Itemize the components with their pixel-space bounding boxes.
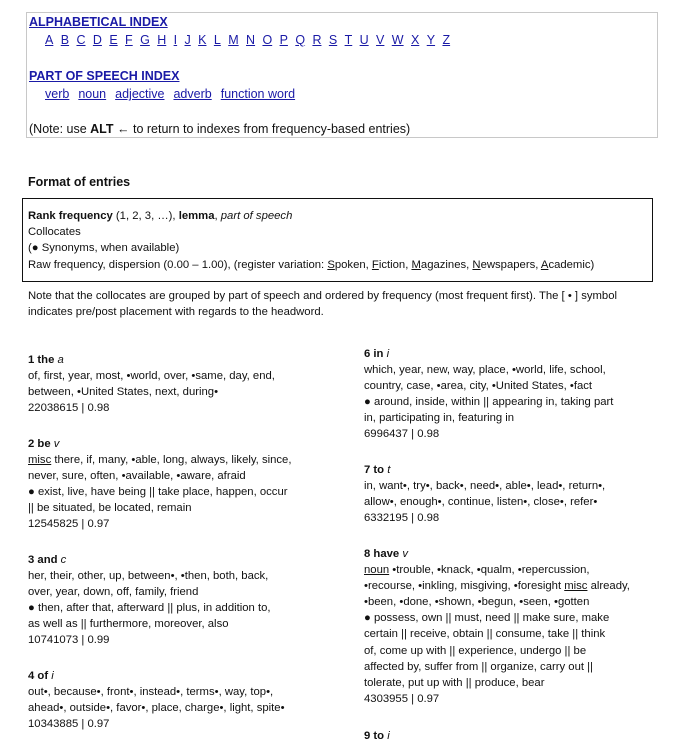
entry-line: country, case, •area, city, •United States, •fact (364, 380, 593, 393)
pos-link-noun[interactable]: noun (78, 87, 107, 101)
entry-headword: 7 to t (364, 464, 391, 476)
entry-headword: 3 and c (28, 554, 67, 566)
letter-link-e[interactable]: E (109, 33, 118, 47)
letter-link-x[interactable]: X (410, 33, 420, 47)
entry-1 (28, 352, 328, 416)
letter-link-k[interactable]: K (198, 33, 207, 47)
entry-line: ● then, after that, afterward || plus, in addition to, (28, 602, 271, 615)
register-newspapers: Newspapers (472, 258, 536, 271)
letter-links (45, 33, 457, 47)
entry-headword: 1 the a (28, 354, 64, 366)
format-line-2: Collocates (28, 226, 81, 239)
letter-link-c[interactable]: C (76, 33, 86, 47)
letter-link-w[interactable]: W (391, 33, 404, 47)
entry-headword: 9 to i (364, 730, 390, 742)
entry-stats: 10741073 | 0.99 (28, 634, 110, 647)
letter-link-p[interactable]: P (279, 33, 288, 47)
entry-line: in, participating in, featuring in (364, 412, 515, 425)
entry-line: out•, because•, front•, instead•, terms•, way, top•, (28, 686, 274, 699)
entry-stats: 22038615 | 0.98 (28, 402, 110, 415)
alphabetical-index-link[interactable]: ALPHABETICAL INDEX (29, 15, 168, 29)
letter-link-s[interactable]: S (328, 33, 338, 47)
letter-link-h[interactable]: H (157, 33, 167, 47)
entry-stats: 4303955 | 0.97 (364, 692, 440, 705)
pos-link-function-word[interactable]: function word (220, 87, 296, 101)
letter-link-t[interactable]: T (344, 33, 353, 47)
pos-links (45, 87, 304, 101)
entry-4 (28, 668, 328, 732)
alt-note: (Note: use ALT ← to return to indexes from frequency-based entries) (29, 122, 411, 136)
letter-link-r[interactable]: R (312, 33, 322, 47)
entry-line: never, sure, often, •available, •aware, afraid (28, 470, 246, 483)
letter-link-l[interactable]: L (213, 33, 221, 47)
entry-headword: 8 have v (364, 548, 408, 560)
letter-link-b[interactable]: B (60, 33, 70, 47)
format-line-3: (● Synonyms, when available) (28, 242, 180, 255)
letter-link-u[interactable]: U (359, 33, 369, 47)
pos-link-adverb[interactable]: adverb (173, 87, 212, 101)
entry-line: •been, •done, •shown, •begun, •seen, •gotten (364, 596, 590, 609)
index-panel (26, 12, 658, 138)
entry-stats: 6996437 | 0.98 (364, 428, 440, 441)
entry-line: tolerate, put up with || produce, bear (364, 676, 545, 689)
letter-link-g[interactable]: G (140, 33, 150, 47)
alphabetical-index-title[interactable] (29, 15, 168, 29)
letter-link-j[interactable]: J (184, 33, 191, 47)
letter-link-i[interactable]: I (173, 33, 178, 47)
entry-3 (28, 552, 328, 649)
entry-line: over, year, down, off, family, friend (28, 586, 199, 599)
entry-line: her, their, other, up, between•, •then, both, back, (28, 570, 269, 583)
entry-line: ahead•, outside•, favor•, place, charge•, light, spite• (28, 702, 285, 715)
entry-line: || be situated, be located, remain (28, 502, 192, 515)
letter-link-n[interactable]: N (246, 33, 256, 47)
entry-line: of, come up with || experience, undergo || be (364, 644, 587, 657)
letter-link-f[interactable]: F (125, 33, 133, 47)
part-of-speech-index-link[interactable]: PART OF SPEECH INDEX (29, 69, 180, 83)
letter-link-a[interactable]: A (45, 33, 54, 47)
entry-line: which, year, new, way, place, •world, life, school, (364, 364, 606, 377)
entry-stats: 12545825 | 0.97 (28, 518, 110, 531)
entry-line: ● exist, live, have being || take place, happen, occur (28, 486, 288, 499)
entry-line: as well as || furthermore, moreover, also (28, 618, 229, 631)
entry-headword: 2 be v (28, 438, 60, 450)
entry-line: allow•, enough•, continue, listen•, close•, refer• (364, 496, 598, 509)
pos-link-verb[interactable]: verb (45, 87, 70, 101)
entry-line: ● around, inside, within || appearing in, taking part (364, 396, 614, 409)
entry-7 (364, 462, 664, 526)
format-box (22, 198, 653, 282)
entry-line: •recourse, •inkling, misgiving, •foresight misc already, (364, 580, 630, 593)
entry-stats: 10343885 | 0.97 (28, 718, 110, 731)
entry-headword: 4 of i (28, 670, 54, 682)
pos-link-adjective[interactable]: adjective (115, 87, 165, 101)
entry-line: misc there, if, many, •able, long, always, likely, since, (28, 454, 292, 467)
register-fiction: Fiction (371, 258, 406, 271)
entry-line: noun •trouble, •knack, •qualm, •repercussion, (364, 564, 590, 577)
letter-link-y[interactable]: Y (426, 33, 436, 47)
entry-line: of, first, year, most, •world, over, •same, day, end, (28, 370, 275, 383)
entry-8 (364, 546, 664, 707)
letter-link-v[interactable]: V (376, 33, 385, 47)
entry-headword: 6 in i (364, 348, 390, 360)
letter-link-m[interactable]: M (228, 33, 239, 47)
grouping-note: Note that the collocates are grouped by part of speech and ordered by frequency (most frequent first). The [ • ] symbol indicates pre/post placement with regards to the headword. (28, 290, 617, 318)
register-academic: Academic (540, 258, 591, 271)
format-title: Format of entries (28, 175, 131, 189)
entry-line: affected by, suffer from || organize, carry out || (364, 660, 593, 673)
format-line-4: Raw frequency, dispersion (0.00 – 1.00), (register variation: Spoken, Fiction, Magazines, Newspapers, Academic) (28, 258, 595, 271)
letter-link-o[interactable]: O (262, 33, 273, 47)
format-line-1: Rank frequency (1, 2, 3, …), lemma, part of speech (28, 210, 293, 222)
entry-line: ● possess, own || must, need || make sure, make (364, 612, 610, 625)
register-spoken: Spoken (327, 258, 366, 271)
entry-line: certain || receive, obtain || consume, take || think (364, 628, 606, 641)
entry-2 (28, 436, 328, 533)
letter-link-d[interactable]: D (92, 33, 102, 47)
entry-stats: 6332195 | 0.98 (364, 512, 440, 525)
register-magazines: Magazines (411, 258, 467, 271)
part-of-speech-index-title[interactable] (29, 69, 179, 83)
entry-line: in, want•, try•, back•, need•, able•, lead•, return•, (364, 480, 606, 493)
entry-6 (364, 346, 664, 443)
letter-link-q[interactable]: Q (295, 33, 306, 47)
letter-link-z[interactable]: Z (442, 33, 451, 47)
entry-line: between, •United States, next, during• (28, 386, 219, 399)
